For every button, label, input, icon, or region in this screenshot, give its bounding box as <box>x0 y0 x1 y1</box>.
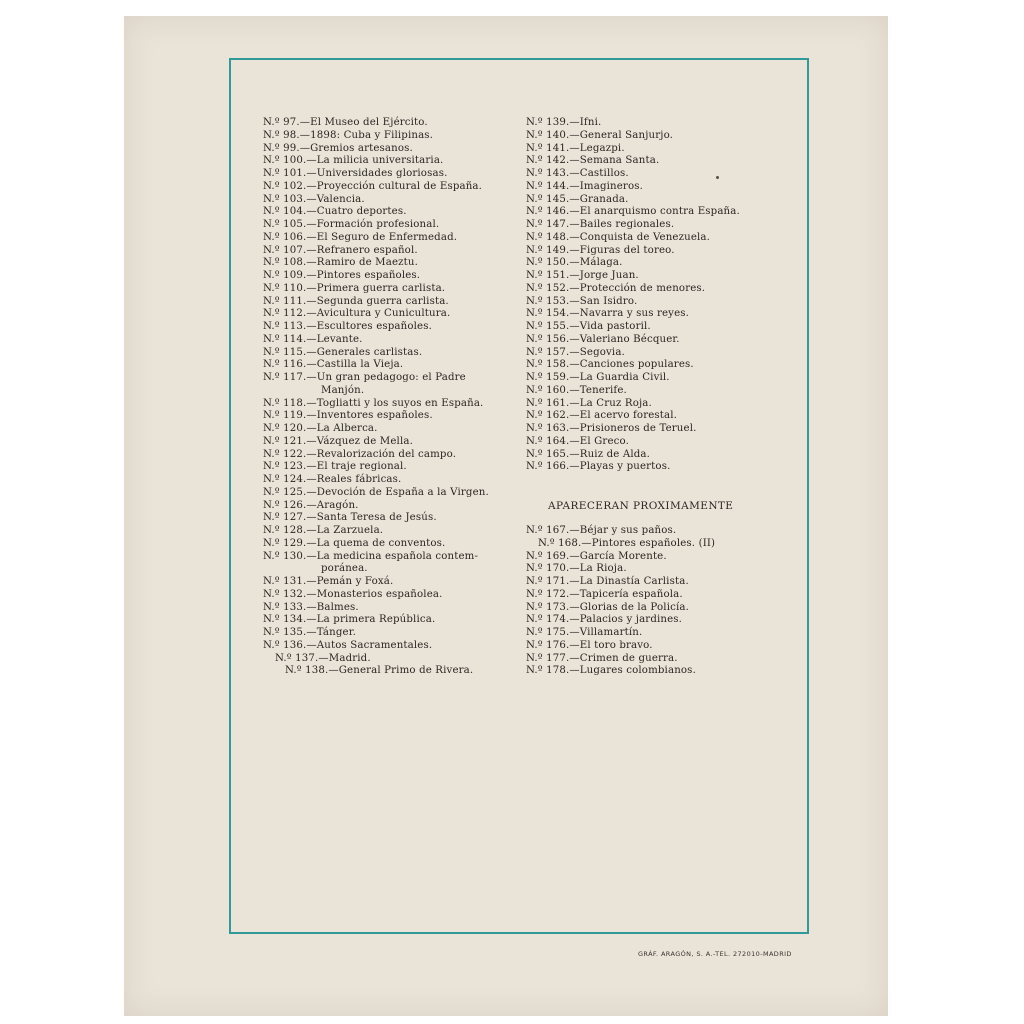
entry-title: —San Isidro. <box>569 295 638 307</box>
entry-title: —La primera República. <box>306 614 436 626</box>
catalog-entry <box>526 665 786 678</box>
entry-number: N.º 111. <box>263 295 307 307</box>
entry-number: N.º 161. <box>526 397 570 409</box>
entry-title: —Reales fábricas. <box>306 474 402 485</box>
catalog-entry <box>526 245 786 258</box>
entry-title: —El Seguro de Enfermedad. <box>306 231 458 243</box>
entry-title: —Málaga. <box>569 257 623 269</box>
catalog-entry <box>263 461 515 474</box>
catalog-entry <box>263 308 515 321</box>
upcoming-list <box>526 525 786 678</box>
entry-number: N.º 101. <box>263 168 307 179</box>
entry-number: N.º 160. <box>526 384 570 396</box>
catalog-entry <box>526 219 786 232</box>
entry-title: —Refranero español. <box>306 244 418 256</box>
entry-title: —Béjar y sus paños. <box>569 525 677 536</box>
entry-number: N.º 112. <box>263 308 307 320</box>
entry-number: N.º 165. <box>526 448 570 460</box>
entry-number: N.º 131. <box>263 576 307 587</box>
entry-title: —Universidades gloriosas. <box>306 168 448 179</box>
entry-title: —Vázquez de Mella. <box>306 435 413 447</box>
entry-number: N.º 124. <box>263 474 307 485</box>
entry-number: N.º 126. <box>263 499 307 511</box>
entry-number: N.º 102. <box>263 180 307 192</box>
entry-title: —La Guardia Civil. <box>569 372 670 383</box>
entry-title: —Inventores españoles. <box>306 410 433 422</box>
catalog-entry <box>263 525 515 538</box>
catalog-entry <box>263 627 515 640</box>
entry-number: N.º 166. <box>526 461 570 473</box>
catalog-entry <box>526 206 786 219</box>
entry-number: N.º 167. <box>526 525 570 536</box>
entry-title: —La Alberca. <box>306 423 378 434</box>
entry-number: N.º 146. <box>526 206 570 218</box>
catalog-column-left <box>263 117 515 678</box>
catalog-entry <box>526 321 786 334</box>
entry-title: —La Dinastía Carlista. <box>569 576 689 587</box>
entry-number: N.º 169. <box>526 550 570 562</box>
entry-number: N.º 118. <box>263 397 307 409</box>
entry-number: N.º 116. <box>263 359 307 371</box>
entry-title: —Formación profesional. <box>306 219 440 230</box>
entry-number: N.º 158. <box>526 359 570 371</box>
catalog-entry <box>263 576 515 589</box>
entry-title: —Tapicería española. <box>569 588 683 600</box>
catalog-entry <box>526 308 786 321</box>
entry-number: N.º 136. <box>263 639 307 651</box>
entry-title: —General Primo de Rivera. <box>328 665 474 677</box>
entry-title: —Lugares colombianos. <box>569 665 696 677</box>
entry-title: —Villamartín. <box>569 627 643 638</box>
entry-title: —La Rioja. <box>569 563 627 575</box>
entry-number: N.º 164. <box>526 435 570 447</box>
catalog-entry <box>263 665 515 678</box>
catalog-entry <box>526 117 786 130</box>
entry-title: —Legazpi. <box>569 142 625 154</box>
entry-number: N.º 154. <box>526 308 570 320</box>
entry-number: N.º 140. <box>526 129 570 141</box>
entry-title-continuation: Manjón. <box>321 384 365 396</box>
entry-title: —Santa Teresa de Jesús. <box>306 512 437 524</box>
entry-title: —Togliatti y los suyos en España. <box>306 397 484 409</box>
entry-title: —El traje regional. <box>306 461 407 473</box>
catalog-entry <box>263 219 515 232</box>
catalog-entry <box>263 130 515 143</box>
entry-title: —La quema de conventos. <box>306 537 446 549</box>
catalog-entry <box>526 653 786 666</box>
entry-number: N.º 117. <box>263 372 307 383</box>
entry-number: N.º 144. <box>526 180 570 192</box>
catalog-entry <box>526 347 786 360</box>
catalog-entry <box>263 245 515 258</box>
entry-title: —García Morente. <box>569 550 667 562</box>
entry-number: N.º 138. <box>285 665 329 677</box>
entry-title: —El toro bravo. <box>569 639 653 651</box>
entry-title: —Tánger. <box>306 627 356 638</box>
entry-title: —Madrid. <box>318 652 371 664</box>
entry-title: —La Zarzuela. <box>306 525 384 536</box>
entry-title: —Autos Sacramentales. <box>306 639 433 651</box>
entry-title: —Protección de menores. <box>569 282 706 294</box>
entry-number: N.º 106. <box>263 231 307 243</box>
entry-title: —Avicultura y Cunicultura. <box>306 308 451 320</box>
entry-title: —El Museo del Ejército. <box>299 117 428 128</box>
catalog-column-right <box>526 117 786 474</box>
entry-title: —Glorias de la Policía. <box>569 601 689 613</box>
catalog-entry <box>263 512 515 525</box>
entry-number: N.º 173. <box>526 601 570 613</box>
entry-number: N.º 172. <box>526 588 570 600</box>
catalog-entry <box>263 321 515 334</box>
entry-number: N.º 120. <box>263 423 307 434</box>
entry-title: —Crimen de guerra. <box>569 652 678 664</box>
entry-title: —Pintores españoles. (II) <box>581 537 716 549</box>
entry-number: N.º 128. <box>263 525 307 536</box>
catalog-entry <box>526 143 786 156</box>
catalog-entry <box>263 270 515 283</box>
entry-title: —Un gran pedagogo: el Padre <box>306 372 466 383</box>
entry-title: —Navarra y sus reyes. <box>569 308 690 320</box>
entry-number: N.º 176. <box>526 639 570 651</box>
catalog-entry <box>526 194 786 207</box>
entry-number: N.º 127. <box>263 512 307 524</box>
entry-number: N.º 175. <box>526 627 570 638</box>
catalog-entry <box>526 296 786 309</box>
catalog-entry <box>526 563 786 576</box>
entry-number: N.º 121. <box>263 435 307 447</box>
entry-title: —La medicina española contem- <box>306 550 479 562</box>
entry-number: N.º 125. <box>263 486 307 498</box>
entry-number: N.º 104. <box>263 206 307 218</box>
entry-number: N.º 103. <box>263 193 307 205</box>
entry-title: —Palacios y jardines. <box>569 614 683 626</box>
entry-title: —Proyección cultural de España. <box>306 180 483 192</box>
catalog-entry <box>263 181 515 194</box>
entry-number: N.º 105. <box>263 219 307 230</box>
catalog-entry <box>526 168 786 181</box>
entry-number: N.º 142. <box>526 155 570 167</box>
catalog-entry <box>263 168 515 181</box>
entry-title: —Vida pastoril. <box>569 321 651 332</box>
catalog-entry <box>526 602 786 615</box>
catalog-entry <box>526 398 786 411</box>
catalog-entry <box>263 602 515 615</box>
entry-title: —Pemán y Foxá. <box>306 576 394 587</box>
entry-number: N.º 150. <box>526 257 570 269</box>
catalog-entry <box>263 143 515 156</box>
catalog-entry <box>526 551 786 564</box>
entry-number: N.º 119. <box>263 410 307 422</box>
catalog-entry <box>263 283 515 296</box>
entry-number: N.º 149. <box>526 244 570 256</box>
entry-title: —Segovia. <box>569 346 625 358</box>
entry-number: N.º 135. <box>263 627 307 638</box>
entry-number: N.º 97. <box>263 117 300 128</box>
entry-number: N.º 113. <box>263 321 307 332</box>
catalog-entry <box>526 614 786 627</box>
entry-number: N.º 152. <box>526 282 570 294</box>
entry-number: N.º 151. <box>526 270 570 281</box>
entry-number: N.º 155. <box>526 321 570 332</box>
entry-number: N.º 129. <box>263 537 307 549</box>
catalog-entry <box>263 347 515 360</box>
entry-number: N.º 109. <box>263 270 307 281</box>
entry-title: —Aragón. <box>306 499 359 511</box>
entry-number: N.º 141. <box>526 142 570 154</box>
entry-number: N.º 162. <box>526 410 570 422</box>
entry-number: N.º 134. <box>263 614 307 626</box>
entry-title: —El Greco. <box>569 435 629 447</box>
catalog-entry <box>263 296 515 309</box>
entry-number: N.º 145. <box>526 193 570 205</box>
catalog-entry <box>526 283 786 296</box>
entry-title: —Ruiz de Alda. <box>569 448 651 460</box>
entry-number: N.º 177. <box>526 652 570 664</box>
catalog-entry <box>526 270 786 283</box>
catalog-entry <box>263 551 515 577</box>
catalog-entry <box>526 359 786 372</box>
catalog-entry <box>526 130 786 143</box>
catalog-entry <box>526 257 786 270</box>
catalog-entry <box>263 257 515 270</box>
catalog-entry <box>526 410 786 423</box>
catalog-entry <box>263 155 515 168</box>
entry-title: —Ramiro de Maeztu. <box>306 257 419 269</box>
entry-number: N.º 147. <box>526 219 570 230</box>
catalog-entry <box>526 627 786 640</box>
entry-title: —Semana Santa. <box>569 155 660 167</box>
catalog-entry <box>263 206 515 219</box>
catalog-entry <box>526 334 786 347</box>
entry-title: —Pintores españoles. <box>306 270 421 281</box>
entry-number: N.º 100. <box>263 155 307 167</box>
catalog-entry <box>526 525 786 538</box>
catalog-entry <box>526 449 786 462</box>
entry-title: —Figuras del toreo. <box>569 244 675 256</box>
catalog-entry <box>263 423 515 436</box>
entry-number: N.º 99. <box>263 142 300 154</box>
catalog-entry <box>526 423 786 436</box>
entry-number: N.º 174. <box>526 614 570 626</box>
entry-number: N.º 123. <box>263 461 307 473</box>
ink-speck <box>716 176 719 179</box>
catalog-entry <box>263 449 515 462</box>
upcoming-heading: APARECERAN PROXIMAMENTE <box>548 500 734 512</box>
entry-title: —Valencia. <box>306 193 365 205</box>
entry-title: —Bailes regionales. <box>569 219 675 230</box>
entry-number: N.º 156. <box>526 333 570 345</box>
entry-title: —Ifni. <box>569 117 602 128</box>
entry-title: —Imagineros. <box>569 180 644 192</box>
entry-title: —Balmes. <box>306 601 359 613</box>
entry-number: N.º 143. <box>526 168 570 179</box>
catalog-entry <box>263 500 515 513</box>
entry-title: —General Sanjurjo. <box>569 129 674 141</box>
catalog-entry <box>263 640 515 653</box>
catalog-entry <box>526 538 786 551</box>
entry-number: N.º 122. <box>263 448 307 460</box>
entry-number: N.º 133. <box>263 601 307 613</box>
catalog-entry <box>263 194 515 207</box>
entry-number: N.º 108. <box>263 257 307 269</box>
entry-title: —Segunda guerra carlista. <box>306 295 449 307</box>
entry-title: —Tenerife. <box>569 384 627 396</box>
printer-imprint: GRÁF. ARAGÓN, S. A.-TEL. 272010-MADRID <box>638 950 792 958</box>
catalog-entry <box>526 181 786 194</box>
catalog-entry <box>526 155 786 168</box>
entry-title: —La milicia universitaria. <box>306 155 444 167</box>
entry-number: N.º 178. <box>526 665 570 677</box>
entry-number: N.º 107. <box>263 244 307 256</box>
catalog-entry <box>263 117 515 130</box>
entry-number: N.º 163. <box>526 423 570 434</box>
catalog-entry <box>526 589 786 602</box>
entry-title: —Granada. <box>569 193 629 205</box>
entry-number: N.º 137. <box>275 652 319 664</box>
catalog-entry <box>263 474 515 487</box>
catalog-entry <box>263 487 515 500</box>
catalog-entry <box>263 398 515 411</box>
entry-number: N.º 130. <box>263 550 307 562</box>
entry-title: —Castillos. <box>569 168 629 179</box>
entry-title: —1898: Cuba y Filipinas. <box>299 129 434 141</box>
entry-number: N.º 115. <box>263 346 307 358</box>
entry-title: —La Cruz Roja. <box>569 397 652 409</box>
entry-number: N.º 148. <box>526 231 570 243</box>
catalog-entry <box>526 436 786 449</box>
entry-title: —El acervo forestal. <box>569 410 678 422</box>
entry-number: N.º 132. <box>263 588 307 600</box>
entry-number: N.º 114. <box>263 333 307 345</box>
entry-number: N.º 110. <box>263 282 307 294</box>
entry-number: N.º 139. <box>526 117 570 128</box>
entry-number: N.º 157. <box>526 346 570 358</box>
catalog-entry <box>526 640 786 653</box>
catalog-entry <box>263 410 515 423</box>
entry-title: —Gremios artesanos. <box>299 142 413 154</box>
entry-title: —Playas y puertos. <box>569 461 671 473</box>
catalog-entry <box>263 614 515 627</box>
entry-title: —Revalorización del campo. <box>306 448 457 460</box>
catalog-entry <box>263 436 515 449</box>
entry-title: —Castilla la Vieja. <box>306 359 404 371</box>
catalog-entry <box>263 359 515 372</box>
entry-number: N.º 153. <box>526 295 570 307</box>
entry-title: —Monasterios españolea. <box>306 588 443 600</box>
catalog-entry <box>526 461 786 474</box>
catalog-entry <box>263 538 515 551</box>
catalog-entry <box>263 589 515 602</box>
entry-number: N.º 170. <box>526 563 570 575</box>
entry-title-continuation: poránea. <box>321 563 368 575</box>
entry-title: —Escultores españoles. <box>306 321 432 332</box>
entry-title: —Primera guerra carlista. <box>306 282 446 294</box>
entry-title: —El anarquismo contra España. <box>569 206 740 218</box>
entry-number: N.º 171. <box>526 576 570 587</box>
entry-title: —Valeriano Bécquer. <box>569 333 680 345</box>
catalog-entry <box>263 653 515 666</box>
entry-title: —Jorge Juan. <box>569 270 639 281</box>
catalog-entry <box>526 232 786 245</box>
catalog-entry <box>526 385 786 398</box>
catalog-entry <box>263 372 515 398</box>
catalog-entry <box>263 334 515 347</box>
entry-title: —Conquista de Venezuela. <box>569 231 711 243</box>
entry-number: N.º 168. <box>538 537 582 549</box>
entry-title: —Cuatro deportes. <box>306 206 407 218</box>
entry-title: —Prisioneros de Teruel. <box>569 423 697 434</box>
catalog-entry <box>526 576 786 589</box>
catalog-entry <box>263 232 515 245</box>
entry-title: —Levante. <box>306 333 363 345</box>
entry-number: N.º 98. <box>263 129 300 141</box>
entry-number: N.º 159. <box>526 372 570 383</box>
entry-title: —Canciones populares. <box>569 359 694 371</box>
entry-title: —Generales carlistas. <box>306 346 423 358</box>
catalog-entry <box>526 372 786 385</box>
entry-title: —Devoción de España a la Virgen. <box>306 486 489 498</box>
